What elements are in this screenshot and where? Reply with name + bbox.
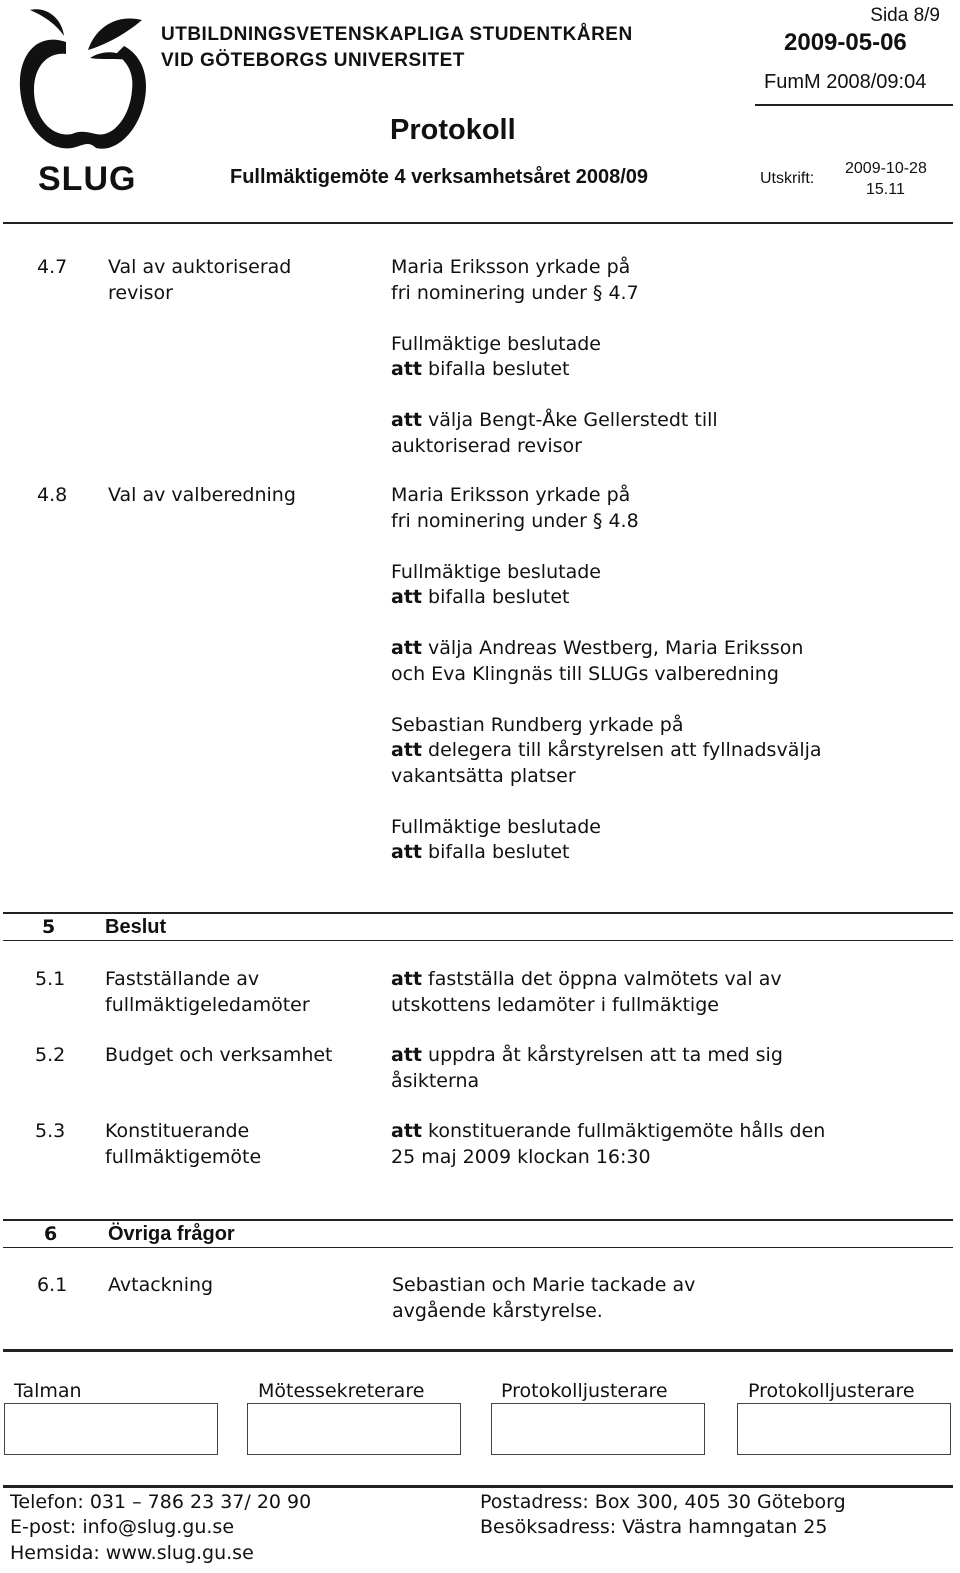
section-6-bottom-rule <box>3 1247 953 1248</box>
signature-label-adjuster-2: Protokolljusterare <box>748 1380 915 1402</box>
line-text: fri nominering under § 4.8 <box>391 509 639 532</box>
apple-logo-icon <box>8 2 158 162</box>
section-6-number: 6 <box>44 1223 58 1245</box>
resolution-keyword: att <box>391 637 422 659</box>
footer-email: E-post: info@slug.gu.se <box>10 1516 235 1538</box>
line-text: åsikterna <box>391 1069 480 1092</box>
line-text: och Eva Klingnäs till SLUGs valberedning <box>391 662 779 685</box>
item-title: Val av valberedning <box>108 484 296 506</box>
resolution-line <box>391 713 684 739</box>
item-title: Fastställande av <box>105 968 260 990</box>
resolution-line <box>391 483 630 509</box>
section-6-title: Övriga frågor <box>108 1223 235 1245</box>
line-text: uppdra åt kårstyrelsen att ta med sig <box>422 1044 783 1066</box>
print-time: 15.11 <box>866 181 905 198</box>
section-5-number: 5 <box>42 916 56 938</box>
meeting-date: 2009-05-06 <box>784 29 907 56</box>
resolution-line <box>391 255 630 281</box>
item-title: Budget och verksamhet <box>105 1044 333 1066</box>
section-5-title: Beslut <box>105 916 167 938</box>
line-text: bifalla beslutet <box>422 586 570 608</box>
item-title: revisor <box>108 281 173 304</box>
meeting-title: Fullmäktigemöte 4 verksamhetsåret 2008/09 <box>230 166 648 188</box>
item-title: fullmäktigemöte <box>105 1145 262 1168</box>
resolution-line <box>391 738 822 764</box>
line-text: välja Bengt-Åke Gellerstedt till <box>422 409 718 431</box>
item-number: 5.1 <box>35 968 66 990</box>
resolution-line <box>391 357 570 383</box>
line-text: avgående kårstyrelse. <box>392 1299 603 1322</box>
resolution-keyword: att <box>391 1120 422 1142</box>
resolution-line <box>391 1069 479 1095</box>
item-number: 6.1 <box>37 1274 68 1296</box>
resolution-line <box>391 434 582 460</box>
resolution-line <box>391 281 639 307</box>
signature-rule <box>3 1349 953 1352</box>
item-title: fullmäktigeledamöter <box>105 993 310 1016</box>
signature-label-secretary: Mötessekreterare <box>258 1380 425 1402</box>
document-type: Protokoll <box>390 114 516 146</box>
resolution-line <box>391 332 601 358</box>
section-5-top-rule <box>3 912 953 914</box>
resolution-line <box>391 1119 825 1145</box>
resolution-line <box>391 993 719 1019</box>
footer-phone: Telefon: 031 – 786 23 37/ 20 90 <box>10 1491 312 1513</box>
resolution-keyword: att <box>391 409 422 431</box>
signature-box-talman[interactable] <box>4 1403 218 1455</box>
resolution-line <box>391 662 779 688</box>
line-text: Maria Eriksson yrkade på <box>391 256 631 278</box>
resolution-line <box>391 764 576 790</box>
resolution-line <box>391 1043 783 1069</box>
resolution-keyword: att <box>391 586 422 608</box>
footer-postal-address: Postadress: Box 300, 405 30 Göteborg <box>480 1491 846 1513</box>
line-text: Sebastian Rundberg yrkade på <box>391 713 684 736</box>
reference-number: FumM 2008/09:04 <box>764 71 927 93</box>
footer-visiting-address: Besöksadress: Västra hamngatan 25 <box>480 1516 828 1538</box>
header-rule-right <box>755 104 953 106</box>
line-text: Fullmäktige beslutade <box>391 815 601 838</box>
print-date: 2009-10-28 <box>845 160 927 177</box>
item-number: 5.2 <box>35 1044 66 1066</box>
item-title: Avtackning <box>108 1274 214 1296</box>
footer-website: Hemsida: www.slug.gu.se <box>10 1542 254 1564</box>
logo-text: SLUG <box>38 160 137 198</box>
resolution-keyword: att <box>391 968 422 990</box>
resolution-line <box>391 509 639 535</box>
footer-rule <box>3 1485 953 1488</box>
line-text: Fullmäktige beslutade <box>391 560 601 583</box>
org-name-line2: VID GÖTEBORGS UNIVERSITET <box>161 50 465 71</box>
logo <box>8 2 158 198</box>
resolution-line <box>392 1273 695 1299</box>
signature-box-adjuster-2[interactable] <box>737 1403 951 1455</box>
resolution-line <box>391 1145 651 1171</box>
resolution-line <box>392 1299 603 1325</box>
signature-box-adjuster-1[interactable] <box>491 1403 705 1455</box>
resolution-line <box>391 408 718 434</box>
item-title: Val av auktoriserad <box>108 256 292 278</box>
resolution-line <box>391 636 803 662</box>
line-text: välja Andreas Westberg, Maria Eriksson <box>422 637 804 659</box>
header-rule <box>3 222 953 224</box>
line-text: konstituerande fullmäktigemöte hålls den <box>422 1120 826 1142</box>
line-text: auktoriserad revisor <box>391 434 582 457</box>
item-number: 4.8 <box>37 484 68 506</box>
signature-label-talman: Talman <box>14 1380 82 1402</box>
line-text: bifalla beslutet <box>422 841 570 863</box>
item-title: Konstituerande <box>105 1120 250 1142</box>
resolution-line <box>391 585 570 611</box>
line-text: fri nominering under § 4.7 <box>391 281 639 304</box>
section-6-top-rule <box>3 1219 953 1221</box>
line-text: delegera till kårstyrelsen att fyllnadsvälja <box>422 739 822 761</box>
resolution-keyword: att <box>391 358 422 380</box>
line-text: 25 maj 2009 klockan 16:30 <box>391 1145 651 1168</box>
org-name-line1: UTBILDNINGSVETENSKAPLIGA STUDENTKÅREN <box>161 24 633 45</box>
page-number: Sida 8/9 <box>870 5 940 26</box>
line-text: utskottens ledamöter i fullmäktige <box>391 993 719 1016</box>
resolution-line <box>391 967 782 993</box>
line-text: bifalla beslutet <box>422 358 570 380</box>
item-number: 4.7 <box>37 256 68 278</box>
print-label: Utskrift: <box>760 170 815 187</box>
resolution-line <box>391 560 601 586</box>
line-text: Fullmäktige beslutade <box>391 332 601 355</box>
signature-label-adjuster-1: Protokolljusterare <box>501 1380 668 1402</box>
section-5-bottom-rule <box>3 940 953 941</box>
resolution-keyword: att <box>391 739 422 761</box>
line-text: Maria Eriksson yrkade på <box>391 484 631 506</box>
line-text: vakantsätta platser <box>391 764 576 787</box>
resolution-line <box>391 815 601 841</box>
resolution-keyword: att <box>391 841 422 863</box>
signature-box-secretary[interactable] <box>247 1403 461 1455</box>
item-number: 5.3 <box>35 1120 66 1142</box>
line-text: fastställa det öppna valmötets val av <box>422 968 782 990</box>
resolution-line <box>391 840 570 866</box>
line-text: Sebastian och Marie tackade av <box>392 1274 696 1296</box>
resolution-keyword: att <box>391 1044 422 1066</box>
